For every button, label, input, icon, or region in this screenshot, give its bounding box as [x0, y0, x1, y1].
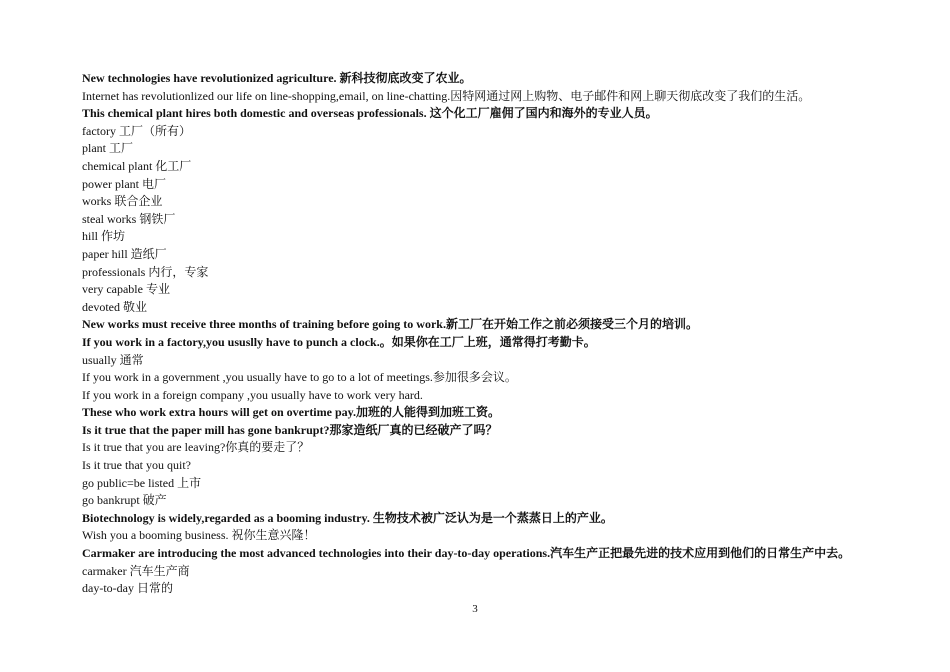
- text-line-bold: If you work in a factory,you ususlly have to punch a clock.。如果你在工厂上班，通常得打考勤卡。: [82, 334, 596, 349]
- text-line: If you work in a foreign company ,you usually have to work very hard.: [82, 387, 423, 402]
- text-line: devoted 敬业: [82, 299, 147, 314]
- page-number: 3: [472, 603, 478, 615]
- text-line-bold: Biotechnology is widely,regarded as a booming industry. 生物技术被广泛认为是一个蒸蒸日上的产业。: [82, 510, 613, 525]
- text-line: Is it true that you are leaving?你真的要走了？: [82, 440, 310, 455]
- text-line: power plant 电厂: [82, 176, 166, 191]
- text-line: usually 通常: [82, 352, 144, 367]
- text-line-bold: Carmaker are introducing the most advanced technologies into their day-to-day operations.汽车生产正把最先进的技术应用到他们的日常生产中去。: [82, 546, 851, 561]
- text-line: Is it true that you quit?: [82, 458, 191, 473]
- text-line-bold: Is it true that the paper mill has gone bankrupt?那家造纸厂真的已经破产了吗？: [82, 422, 498, 437]
- text-line: chemical plant 化工厂: [82, 158, 192, 173]
- text-block: [82, 70, 922, 598]
- text-line: factory 工厂（所有）: [82, 123, 191, 138]
- text-line: works 联合企业: [82, 194, 163, 209]
- text-line-bold: These who work extra hours will get on overtime pay.加班的人能得到加班工资。: [82, 405, 500, 420]
- text-line: very capable 专业: [82, 282, 170, 297]
- text-line: paper hill 造纸厂: [82, 246, 167, 261]
- text-line: Internet has revolutionlized our life on line-shopping,email, on line-chatting.因特网通过网上购物、电子邮件和网上聊天彻底改变了我们的生活。: [82, 88, 811, 103]
- text-line: Wish you a booming business. 祝你生意兴隆！: [82, 528, 316, 543]
- text-line-bold: New works must receive three months of training before going to work.新工厂在开始工作之前必须接受三个月的培训。: [82, 317, 698, 332]
- text-line: hill 作坊: [82, 229, 126, 244]
- text-line: If you work in a government ,you usually have to go to a lot of meetings.参加很多会议。: [82, 370, 517, 385]
- text-line-bold: New technologies have revolutionized agriculture. 新科技彻底改变了农业。: [82, 71, 472, 85]
- text-line: day-to-day 日常的: [82, 581, 173, 596]
- text-line: go bankrupt 破产: [82, 493, 167, 508]
- text-line: carmaker 汽车生产商: [82, 563, 190, 578]
- text-line: plant 工厂: [82, 141, 133, 156]
- text-line-bold: This chemical plant hires both domestic and overseas professionals. 这个化工厂雇佣了国内和海外的专业人员。: [82, 106, 658, 121]
- text-line: professionals 内行，专家: [82, 264, 209, 279]
- text-line: go public=be listed 上市: [82, 475, 202, 490]
- text-line: steal works 钢铁厂: [82, 211, 176, 226]
